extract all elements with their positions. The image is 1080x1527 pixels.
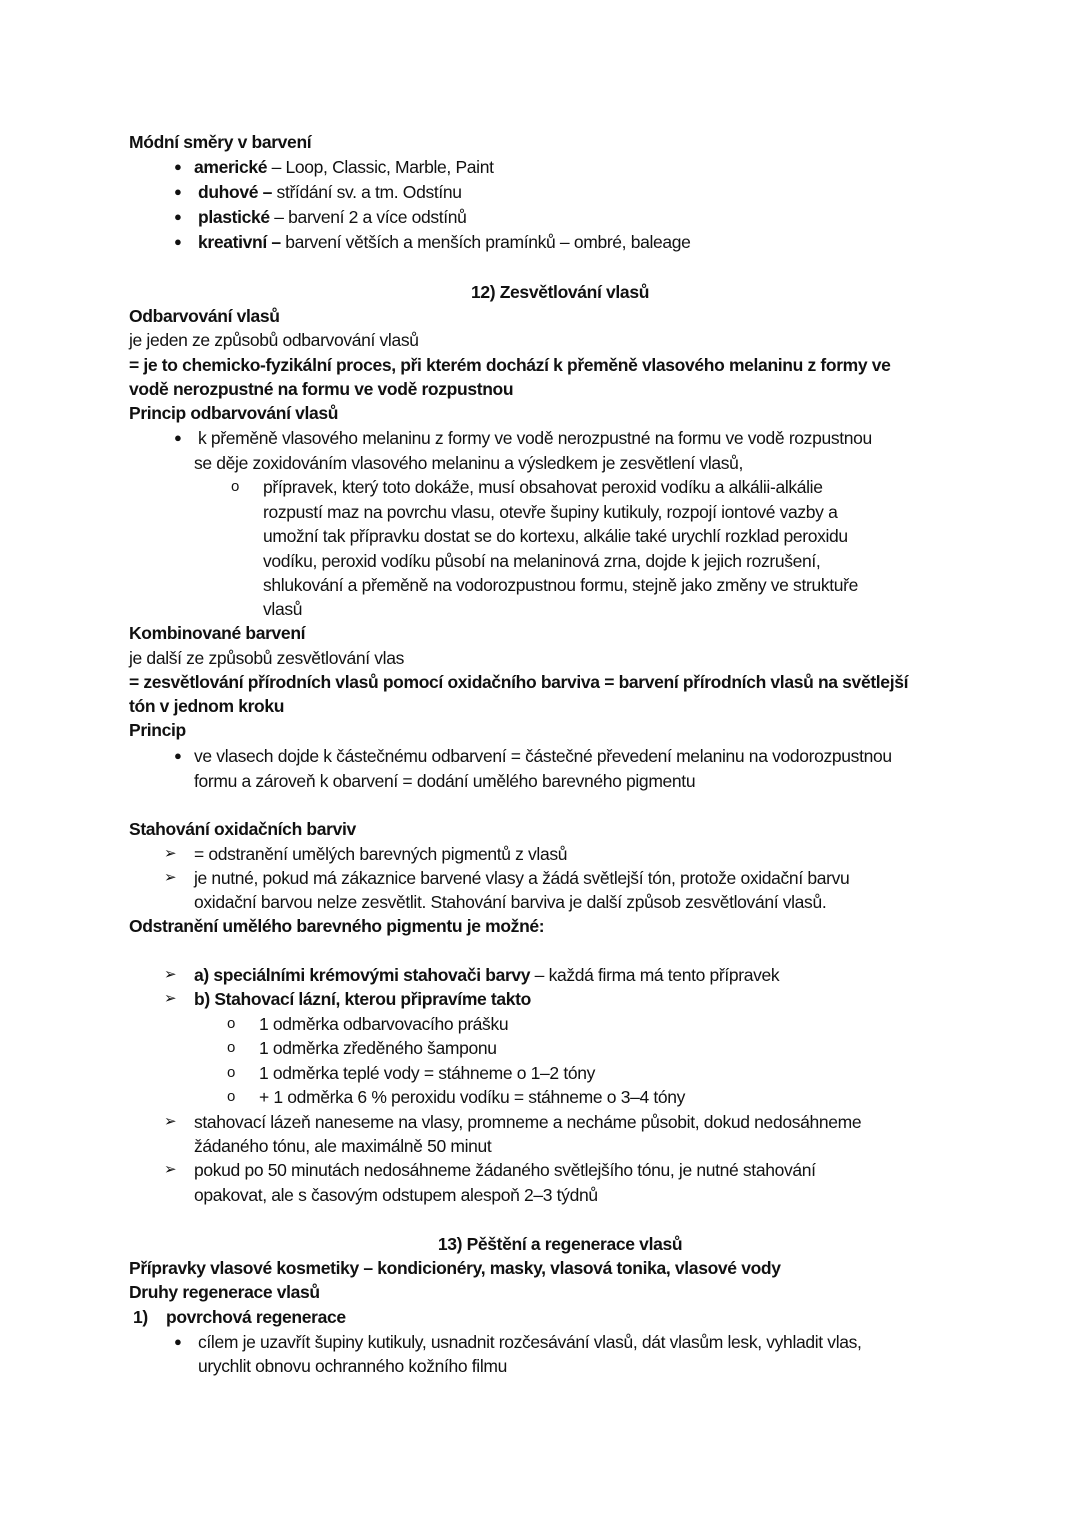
option-a bbox=[194, 963, 779, 987]
option-b-label: b) Stahovací lázní, kterou připravíme takto bbox=[194, 989, 531, 1009]
arrow-bullet-icon: ➢ bbox=[164, 966, 177, 983]
bleaching-definition-line: = je to chemicko-fyzikální proces, při kterém dochází k přeměně vlasového melaninu z formy ve bbox=[129, 355, 891, 375]
heading-dye-removal: Stahování oxidačních barviv bbox=[129, 819, 356, 839]
circle-bullet-icon: o bbox=[227, 1064, 235, 1081]
section-title-13: 13) Pěštění a regenerace vlasů bbox=[437, 1234, 683, 1254]
regeneration-bullet-line: cílem je uzavřít šupiny kutikuly, usnadnit rozčesávání vlasů, dát vlasům lesk, vyhladit vlas, bbox=[198, 1332, 862, 1352]
principle-bullet-line: k přeměně vlasového melaninu z formy ve vodě nerozpustné na formu ve vodě rozpustnou bbox=[198, 428, 872, 448]
section-heading-fashion: Módní směry v barvení bbox=[129, 132, 312, 152]
arrow-bullet-icon: ➢ bbox=[164, 990, 177, 1007]
list-item bbox=[198, 180, 462, 204]
description: – Loop, Classic, Marble, Paint bbox=[267, 157, 494, 177]
heading-regeneration-types: Druhy regenerace vlasů bbox=[129, 1282, 320, 1302]
description: barvení větších a menších pramínků – ombré, baleage bbox=[280, 232, 691, 252]
combined-intro: je další ze způsobů zesvětlování vlas bbox=[129, 648, 404, 668]
principle-sub-line: přípravek, který toto dokáže, musí obsahovat peroxid vodíku a alkálii-alkálie bbox=[263, 477, 823, 497]
hair-cosmetics-products: Přípravky vlasové kosmetiky – kondicionéry, masky, vlasová tonika, vlasové vody bbox=[129, 1258, 781, 1278]
heading-removal-possible: Odstranění umělého barevného pigmentu je možné: bbox=[129, 916, 545, 936]
combined-definition-line: tón v jednom kroku bbox=[129, 696, 285, 716]
arrow-bullet-icon: ➢ bbox=[164, 845, 177, 862]
option-a-label: a) speciálními krémovými stahovači barvy bbox=[194, 965, 531, 985]
combined-bullet-line: formu a zároveň k obarvení = dodání umělého barevného pigmentu bbox=[194, 771, 696, 791]
regeneration-bullet-line: urychlit obnovu ochranného kožního filmu bbox=[198, 1356, 507, 1376]
regeneration-type-label: povrchová regenerace bbox=[166, 1307, 346, 1327]
combined-definition-line: = zesvětlování přírodních vlasů pomocí oxidačního barviva = barvení přírodních vlasů na světlejší bbox=[129, 672, 909, 692]
heading-bleaching-principle: Princip odbarvování vlasů bbox=[129, 403, 339, 423]
bullet-icon: ● bbox=[174, 159, 182, 174]
removal-item-line: = odstranění umělých barevných pigmentů z vlasů bbox=[194, 844, 568, 864]
heading-combined-principle: Princip bbox=[129, 720, 186, 740]
term: kreativní – bbox=[198, 232, 281, 252]
section-title-12: 12) Zesvětlování vlasů bbox=[470, 282, 650, 302]
principle-sub-line: vodíku, peroxid vodíku působí na melaninová zrna, dojde k jejich rozrušení, bbox=[263, 551, 821, 571]
principle-sub-line: shlukování a přeměně na vodorozpustnou formu, stejně jako změny ve struktuře bbox=[263, 575, 858, 595]
circle-bullet-icon: o bbox=[227, 1088, 235, 1105]
heading-bleaching: Odbarvování vlasů bbox=[129, 306, 280, 326]
principle-sub-line: vlasů bbox=[263, 599, 303, 619]
circle-bullet-icon: o bbox=[231, 478, 239, 495]
circle-bullet-icon: o bbox=[227, 1039, 235, 1056]
bleaching-definition-line: vodě nerozpustné na formu ve vodě rozpustnou bbox=[129, 379, 514, 399]
after-item-line: žádaného tónu, ale maximálně 50 minut bbox=[194, 1136, 492, 1156]
bath-ingredient: 1 odměrka teplé vody = stáhneme o 1–2 tóny bbox=[259, 1063, 596, 1083]
bath-ingredient: 1 odměrka zředěného šamponu bbox=[259, 1038, 497, 1058]
principle-sub-line: rozpustí maz na povrchu vlasu, otevře šupiny kutikuly, rozpojí iontové vazby a bbox=[263, 502, 838, 522]
arrow-bullet-icon: ➢ bbox=[164, 1113, 177, 1130]
arrow-bullet-icon: ➢ bbox=[164, 1161, 177, 1178]
bath-ingredient: 1 odměrka odbarvovacího prášku bbox=[259, 1014, 509, 1034]
heading-combined-coloring: Kombinované barvení bbox=[129, 623, 306, 643]
list-item bbox=[194, 155, 494, 179]
bullet-icon: ● bbox=[174, 748, 182, 763]
term: duhové – bbox=[198, 182, 273, 202]
removal-item-line: oxidační barvou nelze zesvětlit. Stahování barviva je další způsob zesvětlování vlasů. bbox=[194, 892, 827, 912]
circle-bullet-icon: o bbox=[227, 1015, 235, 1032]
after-item-line: opakovat, ale s časovým odstupem alespoň 2–3 týdnů bbox=[194, 1185, 598, 1205]
bath-ingredient: + 1 odměrka 6 % peroxidu vodíku = stáhneme o 3–4 tóny bbox=[259, 1087, 686, 1107]
principle-sub-line: umožní tak přípravku dostat se do kortexu, alkálie také urychlí rozklad peroxidu bbox=[263, 526, 848, 546]
combined-bullet-line: ve vlasech dojde k částečnému odbarvení = částečné převedení melaninu na vodorozpustnou bbox=[194, 746, 892, 766]
bullet-icon: ● bbox=[174, 209, 182, 224]
after-item-line: pokud po 50 minutách nedosáhneme žádaného světlejšího tónu, je nutné stahování bbox=[194, 1160, 816, 1180]
term: plastické bbox=[198, 207, 270, 227]
list-number: 1) bbox=[133, 1307, 148, 1327]
removal-item-line: je nutné, pokud má zákaznice barvené vlasy a žádá světlejší tón, protože oxidační barvu bbox=[194, 868, 850, 888]
bleaching-intro: je jeden ze způsobů odbarvování vlasů bbox=[129, 330, 419, 350]
description: – barvení 2 a více odstínů bbox=[269, 207, 467, 227]
list-item bbox=[198, 230, 691, 254]
term: americké bbox=[194, 157, 268, 177]
bullet-icon: ● bbox=[174, 234, 182, 249]
arrow-bullet-icon: ➢ bbox=[164, 869, 177, 886]
list-item bbox=[198, 205, 467, 229]
description: střídání sv. a tm. Odstínu bbox=[272, 182, 462, 202]
principle-bullet-line: se děje zoxidováním vlasového melaninu a výsledkem je zesvětlení vlasů, bbox=[194, 453, 744, 473]
after-item-line: stahovací lázeň naneseme na vlasy, promneme a necháme působit, dokud nedosáhneme bbox=[194, 1112, 862, 1132]
bullet-icon: ● bbox=[174, 1334, 182, 1349]
bullet-icon: ● bbox=[174, 184, 182, 199]
option-a-description: – každá firma má tento přípravek bbox=[530, 965, 780, 985]
bullet-icon: ● bbox=[174, 430, 182, 445]
